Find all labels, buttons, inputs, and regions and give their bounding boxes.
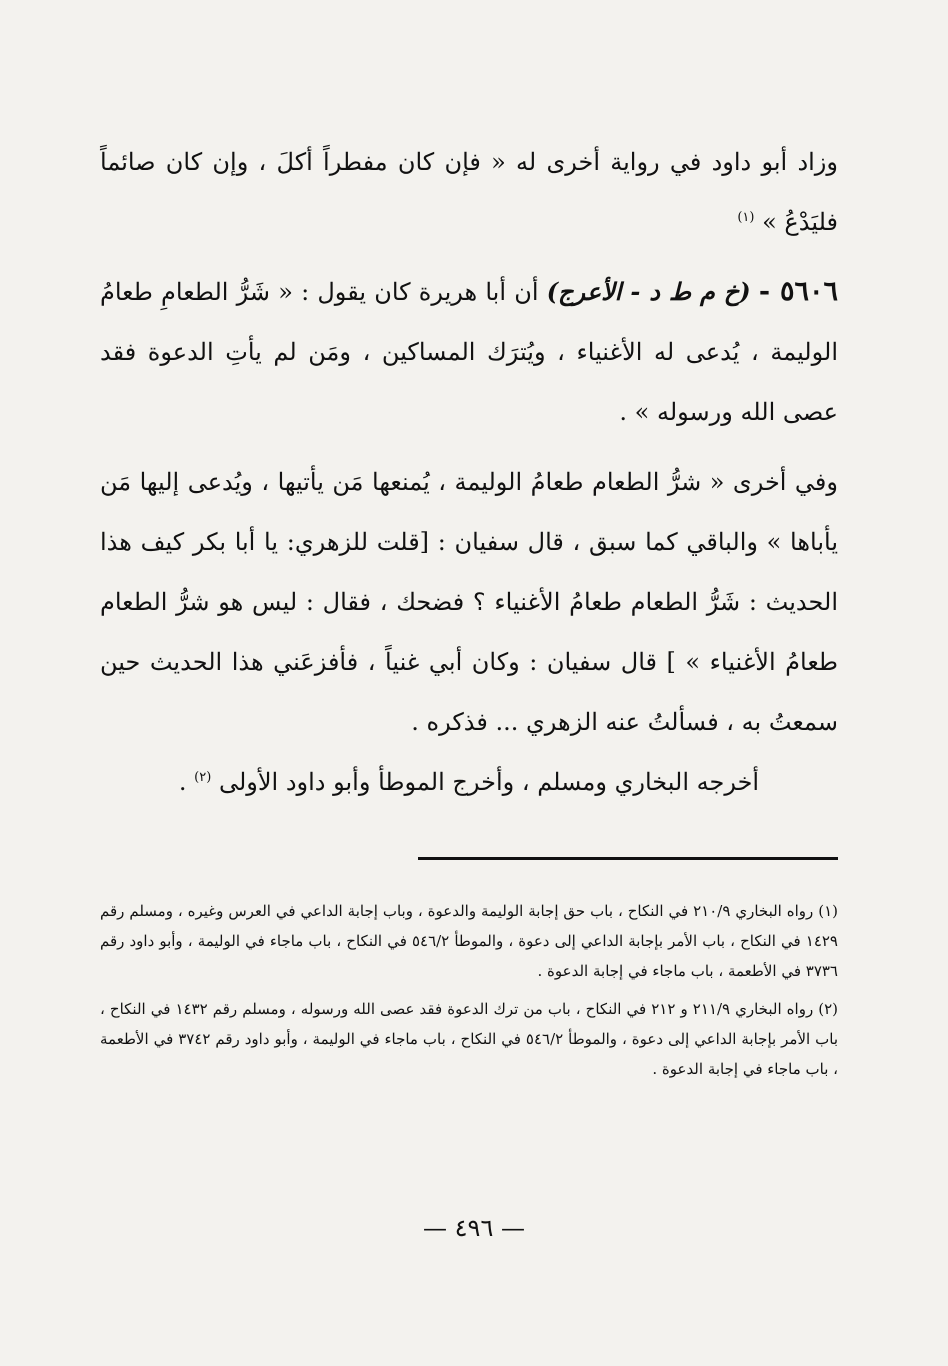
paragraph-other-narration [100, 452, 838, 752]
paragraph-text: وفي أخرى « شرُّ الطعام طعامُ الوليمة ، يُمنعها مَن يأتيها ، ويُدعى إليها مَن يأباها » والباقي كما سبق ، قال سفيان : [قلت للزهري: يا أبا بكر كيف هذا الحديث : شَرُّ الطعام طعامُ الأغنياء ؟ فضحك ، فقال : ليس هو شرُّ الطعام طعامُ الأغنياء » ] قال سفيان : وكان أبي غنياً ، فأفزعَني هذا الحديث حين سمعتُ به ، فسألتُ عنه الزهري ... فذكره . [100, 468, 838, 736]
hadith-text: أن أبا هريرة كان يقول : « شَرُّ الطعامِ طعامُ الوليمة ، يُدعى له الأغنياء ، ويُترَك المساكين ، ومَن لم يأتِ الدعوة فقد عصى الله ورسوله » . [100, 278, 838, 426]
main-text [100, 132, 838, 812]
hadith-sources: (خ م ط د - الأعرج) [546, 277, 751, 306]
footnote-divider [418, 857, 838, 860]
footnotes [100, 896, 838, 1092]
paragraph-text: أخرجه البخاري ومسلم ، وأخرج الموطأ وأبو داود الأولى [218, 768, 760, 796]
paragraph-takhrij [100, 752, 838, 812]
hadith-5606 [100, 262, 838, 442]
page-number: — ٤٩٦ — [423, 1214, 525, 1242]
footnote-ref-2: (٢) [194, 770, 212, 785]
paragraph-text: وزاد أبو داود في رواية أخرى له « فإن كان مفطراً أكلَ ، وإن كان صائماً فليَدْعُ » [100, 148, 838, 236]
footnote-2: (٢) رواه البخاري ٢١١/٩ و ٢١٢ في النكاح ، باب من ترك الدعوة فقد عصى الله ورسوله ، ومسلم رقم ١٤٣٢ في النكاح ، باب الأمر بإجابة الداعي إلى دعوة ، والموطأ ٥٤٦/٢ في النكاح ، باب ماجاء في الوليمة ، وأبو داود رقم ٣٧٤٢ في الأطعمة ، باب ماجاء في إجابة الدعوة . [100, 1000, 839, 1078]
period: . [178, 768, 187, 796]
hadith-number: ٥٦٠٦ - [758, 276, 839, 307]
footnote-ref-1: (١) [737, 210, 755, 225]
footnote-1: (١) رواه البخاري ٢١٠/٩ في النكاح ، باب حق إجابة الوليمة والدعوة ، وباب إجابة الداعي في العرس وغيره ، ومسلم رقم ١٤٢٩ في النكاح ، باب الأمر بإجابة الداعي إلى دعوة ، والموطأ ٥٤٦/٢ في النكاح ، باب ماجاء في الوليمة ، وأبو داود رقم ٣٧٣٦ في الأطعمة ، باب ماجاء في إجابة الدعوة . [100, 902, 839, 980]
paragraph-abu-dawud-addition [100, 132, 838, 252]
